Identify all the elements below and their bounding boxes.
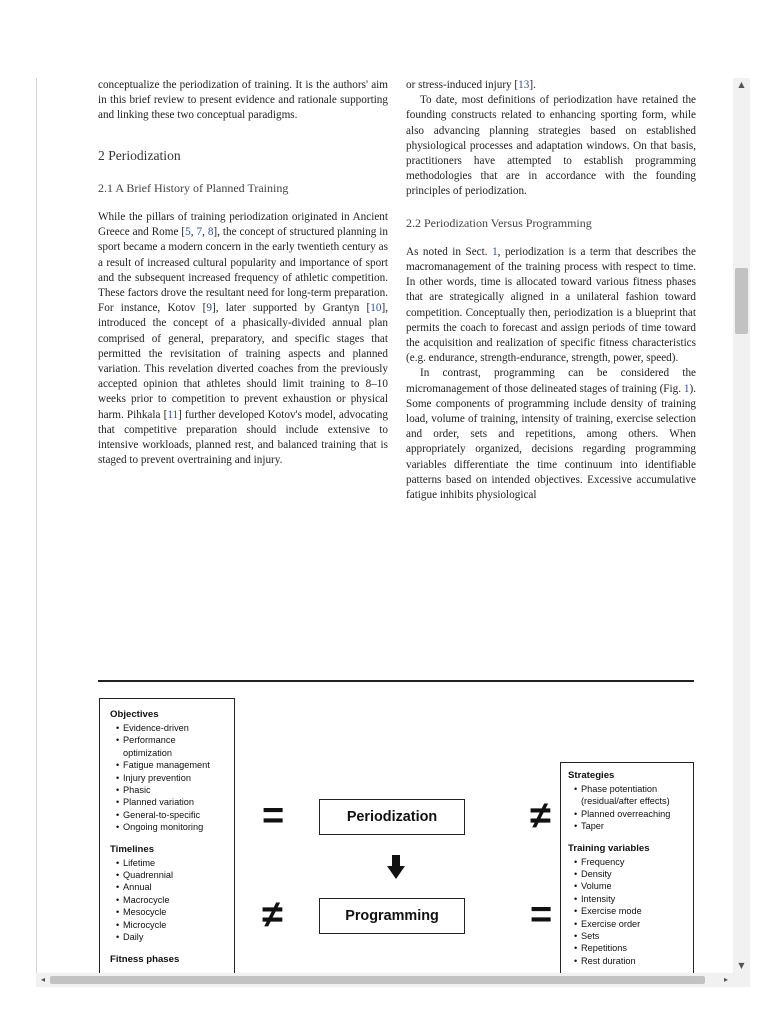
programming-paragraph [406,366,696,503]
pdf-page [36,78,733,973]
fitness-phases-heading: Fitness phases [110,953,180,965]
text-span: In contrast, programming can be considered the micromanagement of those delineated stages of training (Fig. [406,367,696,395]
text-span: , periodization is a term that describes the macromanagement of the training process with respect to time. In other words, time is allocated toward various fitness phases that are strategically aligned in a unilateral fashion toward competition. Conceptually then, periodization is a blueprint that permits the coach to forecast and assign periods of time toward the acquisition and realization of specific fitness characteristics (e.g. endurance, strength-endurance, strength, power, speed). [406,245,696,365]
periodization-box: Periodization [319,799,465,835]
strategies-list [568,783,690,833]
citation-link[interactable]: 8 [207,226,214,239]
timelines-list [110,857,226,944]
vertical-scrollbar[interactable] [733,78,750,973]
figure-list-item: • Mesocycle [116,906,226,918]
horizontal-scroll-thumb[interactable] [50,976,705,984]
text-span: , [190,226,197,239]
text-span: ] further developed Kotov's model, advocating that competitive preparation should include extensive to intensive workloads, planned rest, and balanced training that is staged to prevent overtraining and injury. [98,408,388,467]
citation-link[interactable]: 10 [370,302,382,315]
figure-list-item: • Exercise mode [574,905,690,917]
strategies-box [562,762,694,973]
text-span: or stress-induced injury [ [406,79,519,91]
figure-list-item: • Intensity [574,893,690,905]
figure-list-item: • Planned variation [116,796,226,808]
subsection-title: 2.1 A Brief History of Planned Training [98,180,289,195]
objectives-box [99,698,235,973]
figure-list-item: • General-to-specific [116,809,226,821]
figure-list-item: • Ongoing monitoring [116,821,226,833]
figure-1 [98,698,698,973]
figure-list-item: • Annual [116,881,226,893]
text-span: ). Some components of programming include density of training load, volume of training, intensity of training, exercise selection and order, sets and repetitions, among others. When appropriately organized, decisions regarding programming variables differentiate the time continuum into identifiable patterns based on intended objectives. Excessive accumulative fatigue inhibits physiological [406,382,696,502]
continued-paragraph [406,78,696,93]
text-span: While the pillars of training periodization originated in Ancient Greece and Rome [ [98,211,388,239]
definitions-paragraph: To date, most definitions of periodization have retained the founding constructs related to enhancing sporting form, while also advancing planning strategies based on established physiological processes and adaptation windows. On that basis, practitioners have attempted to establish programming methodologies that are in accordance with the founding principles of periodization. [406,94,696,198]
vertical-scroll-thumb[interactable] [735,268,748,334]
timelines-heading: Timelines [110,843,155,855]
citation-link[interactable]: 5 [185,226,191,239]
objectives-heading: Objectives [110,709,159,720]
figure-list-item: • Fatigue management [116,759,226,771]
figure-list-item: • Injury prevention [116,772,226,784]
figure-list-item: • Sets [574,930,690,942]
figure-list-item: • Density [574,868,690,880]
intro-paragraph: conceptualize the periodization of training. It is the authors' aim in this brief review to present evidence and rationale supporting and linking these two conceptual paradigms. [98,79,388,122]
text-span: , [202,226,208,239]
figure-list-item: • Exercise order [574,918,690,930]
down-arrow-icon [387,855,405,879]
strategies-heading: Strategies [568,770,615,781]
programming-box: Programming [319,898,465,934]
training-variables-list [568,856,690,968]
left-column [98,78,388,468]
figure-list-item: • Repetitions [574,942,690,954]
figure-list-item: • Performance optimization [116,734,226,759]
scroll-left-icon[interactable]: ◂ [40,975,45,984]
figure-list-item: • Phase potentiation (residual/after effects) [574,783,690,808]
citation-link[interactable]: 9 [206,302,212,315]
figure-list-item: • Volume [574,880,690,892]
text-span: ], the concept of structured planning in sport became a modern concern in the early twentieth century as a result of increased cultural popularity and importance of sport and the subsequent increased frequency of athletic competition. These factors drove the resultant need for long-term preparation. For instance, Kotov [ [98,226,388,315]
figure-top-rule [98,680,694,682]
not-equals-symbol-right: ≠ [530,795,551,837]
section-link[interactable]: 1 [492,245,498,258]
not-equals-symbol-left: ≠ [262,894,283,936]
figure-list-item: • Phasic [116,784,226,796]
scroll-right-icon[interactable]: ▸ [723,975,728,984]
figure-list-item: • Rest duration [574,955,690,967]
text-span: As noted in Sect. [406,245,493,258]
figure-list-item: • Taper [574,820,690,832]
figure-list-item: • Evidence-driven [116,722,226,734]
equals-symbol-right: = [530,894,553,936]
text-span: ]. [529,79,536,91]
scrollbar-corner [733,973,750,987]
history-paragraph [98,210,388,468]
figure-list-item: • Frequency [574,856,690,868]
text-span: ], introduced the concept of a phasically-divided annual plan comprised of general, preparatory, and specific stages that permitted the revisitation of training aspects and planned variation. This revelation diverted coaches from the previously accepted opinion that athletes should limit training to 8–10 weeks prior to competition to prevent exhaustion or physical harm. Pihkala [ [98,302,389,421]
section-title: 2 Periodization [98,147,181,163]
citation-link[interactable]: 11 [167,408,179,421]
text-span: ], later supported by Grantyn [ [212,302,371,315]
figure-list-item: • Daily [116,931,226,943]
citation-link[interactable]: 7 [196,226,203,239]
right-column [406,78,696,503]
figure-list-item: • Lifetime [116,857,226,869]
objectives-list [110,722,226,834]
figure-list-item: • Macrocycle [116,894,226,906]
scroll-up-icon[interactable]: ▲ [738,80,745,89]
equals-symbol-left: = [262,795,285,837]
training-variables-heading: Training variables [568,842,650,854]
horizontal-scrollbar[interactable] [36,973,733,987]
figure-link[interactable]: 1 [683,382,690,395]
citation-link[interactable]: 13 [518,79,530,91]
subsection-title: 2.2 Periodization Versus Programming [406,215,592,230]
scroll-down-icon[interactable]: ▼ [738,961,745,970]
figure-list-item: • Quadrennial [116,869,226,881]
figure-list-item: • Planned overreaching [574,808,690,820]
periodization-paragraph [406,245,696,367]
figure-list-item: • Microcycle [116,919,226,931]
